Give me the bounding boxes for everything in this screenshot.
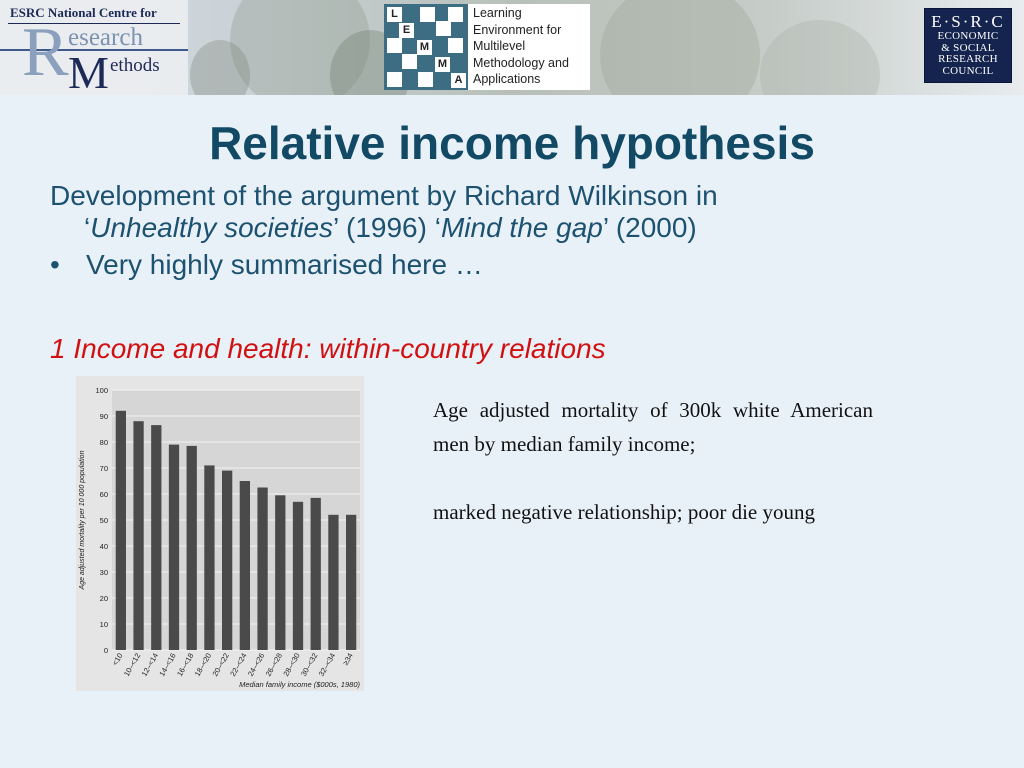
book-title: Unhealthy societies (90, 212, 334, 243)
x-tick-label: 10–<12 (121, 651, 143, 678)
lemma-letter: A (451, 73, 466, 88)
x-tick-label: 28–<30 (281, 651, 302, 678)
bar (293, 502, 303, 650)
bar (204, 465, 214, 650)
bullet-item (50, 249, 910, 281)
bar (311, 498, 321, 650)
bar (346, 515, 356, 650)
x-tick-label: 24–<26 (245, 651, 267, 678)
y-tick-label: 40 (99, 542, 108, 551)
lemma-logo-grid (384, 4, 468, 90)
x-tick-label: 12–<14 (139, 651, 161, 678)
book-title: Mind the gap (440, 212, 603, 243)
bar (257, 488, 267, 651)
x-tick-label: 22–<24 (228, 651, 249, 678)
esrc-logo-line: E·S·R·C (931, 12, 1005, 31)
y-tick-label: 10 (99, 620, 108, 629)
y-tick-label: 70 (99, 464, 108, 473)
book-year: (2000) (615, 212, 697, 243)
y-tick-label: 20 (99, 594, 108, 603)
x-tick-label: 14–<16 (157, 651, 178, 678)
bar (240, 481, 250, 650)
bar (275, 495, 285, 650)
x-tick-label: 30–<32 (299, 651, 320, 678)
esrc-logo (924, 8, 1012, 83)
y-tick-label: 0 (103, 646, 108, 655)
bullet-text: Very highly summarised here … (86, 249, 483, 280)
lemma-letter: E (399, 23, 414, 38)
y-tick-label: 60 (99, 490, 108, 499)
bar (187, 446, 197, 650)
ncrm-logo-caption: ESRC National Centre for (10, 5, 157, 20)
y-axis-title: Age adjusted mortality per 10 000 population (79, 450, 86, 590)
y-tick-label: 30 (99, 568, 108, 577)
section-heading: 1 Income and health: within-country relations (50, 333, 606, 364)
esrc-logo-line: ECONOMIC (937, 30, 999, 42)
lemma-logo (384, 4, 590, 90)
lemma-line: Learning (473, 6, 522, 20)
conclusion-text: marked negative relationship; poor die young (433, 500, 815, 524)
intro-line: Development of the argument by Richard Wilkinson in (50, 180, 718, 211)
y-tick-label: 100 (95, 386, 108, 395)
chart-description (433, 393, 873, 529)
ncrm-logo-r: R (22, 14, 69, 91)
lemma-letter: M (435, 57, 450, 72)
x-tick-label: 16–<18 (175, 651, 196, 678)
lemma-letter: L (387, 7, 402, 22)
esrc-logo-line: COUNCIL (942, 64, 994, 77)
lemma-line: Multilevel (473, 39, 526, 53)
x-tick-label: 26–<28 (263, 651, 285, 678)
description-text: Age adjusted mortality of 300k white American men by median family income; (433, 398, 873, 456)
bar (328, 515, 338, 650)
x-tick-label: 32–<34 (316, 651, 338, 678)
ncrm-logo-word-methods: ethods (110, 55, 160, 76)
mortality-chart-svg (76, 376, 364, 691)
bullet-marker: • (50, 249, 60, 280)
x-axis-title: Median family income ($000s, 1980) (239, 680, 360, 689)
header-banner (0, 0, 1024, 95)
ncrm-logo (0, 0, 188, 95)
x-tick-label: <10 (110, 651, 125, 668)
mortality-chart (76, 376, 364, 691)
bar (222, 471, 232, 650)
y-tick-label: 50 (99, 516, 108, 525)
y-tick-label: 80 (99, 438, 108, 447)
ncrm-logo-m: M (68, 47, 109, 95)
esrc-logo-line: & SOCIAL (941, 41, 995, 54)
ncrm-logo-word-research: esearch (68, 24, 143, 51)
x-tick-label: 20–<22 (210, 651, 231, 678)
intro-line-books: ‘Unhealthy societies’ (1996) ‘Mind the gap’ (2000) (84, 212, 697, 243)
bar (133, 421, 143, 650)
bar (169, 445, 179, 650)
lemma-line: Applications (473, 72, 541, 86)
bar (116, 411, 126, 650)
x-tick-label: 18–<20 (192, 651, 214, 678)
book-year: (1996) (346, 212, 427, 243)
intro-paragraph (50, 180, 910, 281)
lemma-logo-text (473, 5, 588, 88)
slide-title: Relative income hypothesis (209, 117, 815, 169)
x-tick-label: ≥34 (340, 651, 355, 667)
y-tick-label: 90 (99, 412, 108, 421)
lemma-line: Environment for (473, 22, 562, 37)
bar (151, 425, 161, 650)
lemma-line: Methodology and (473, 55, 569, 70)
lemma-letter: M (417, 40, 432, 55)
esrc-logo-line: RESEARCH (938, 53, 998, 65)
